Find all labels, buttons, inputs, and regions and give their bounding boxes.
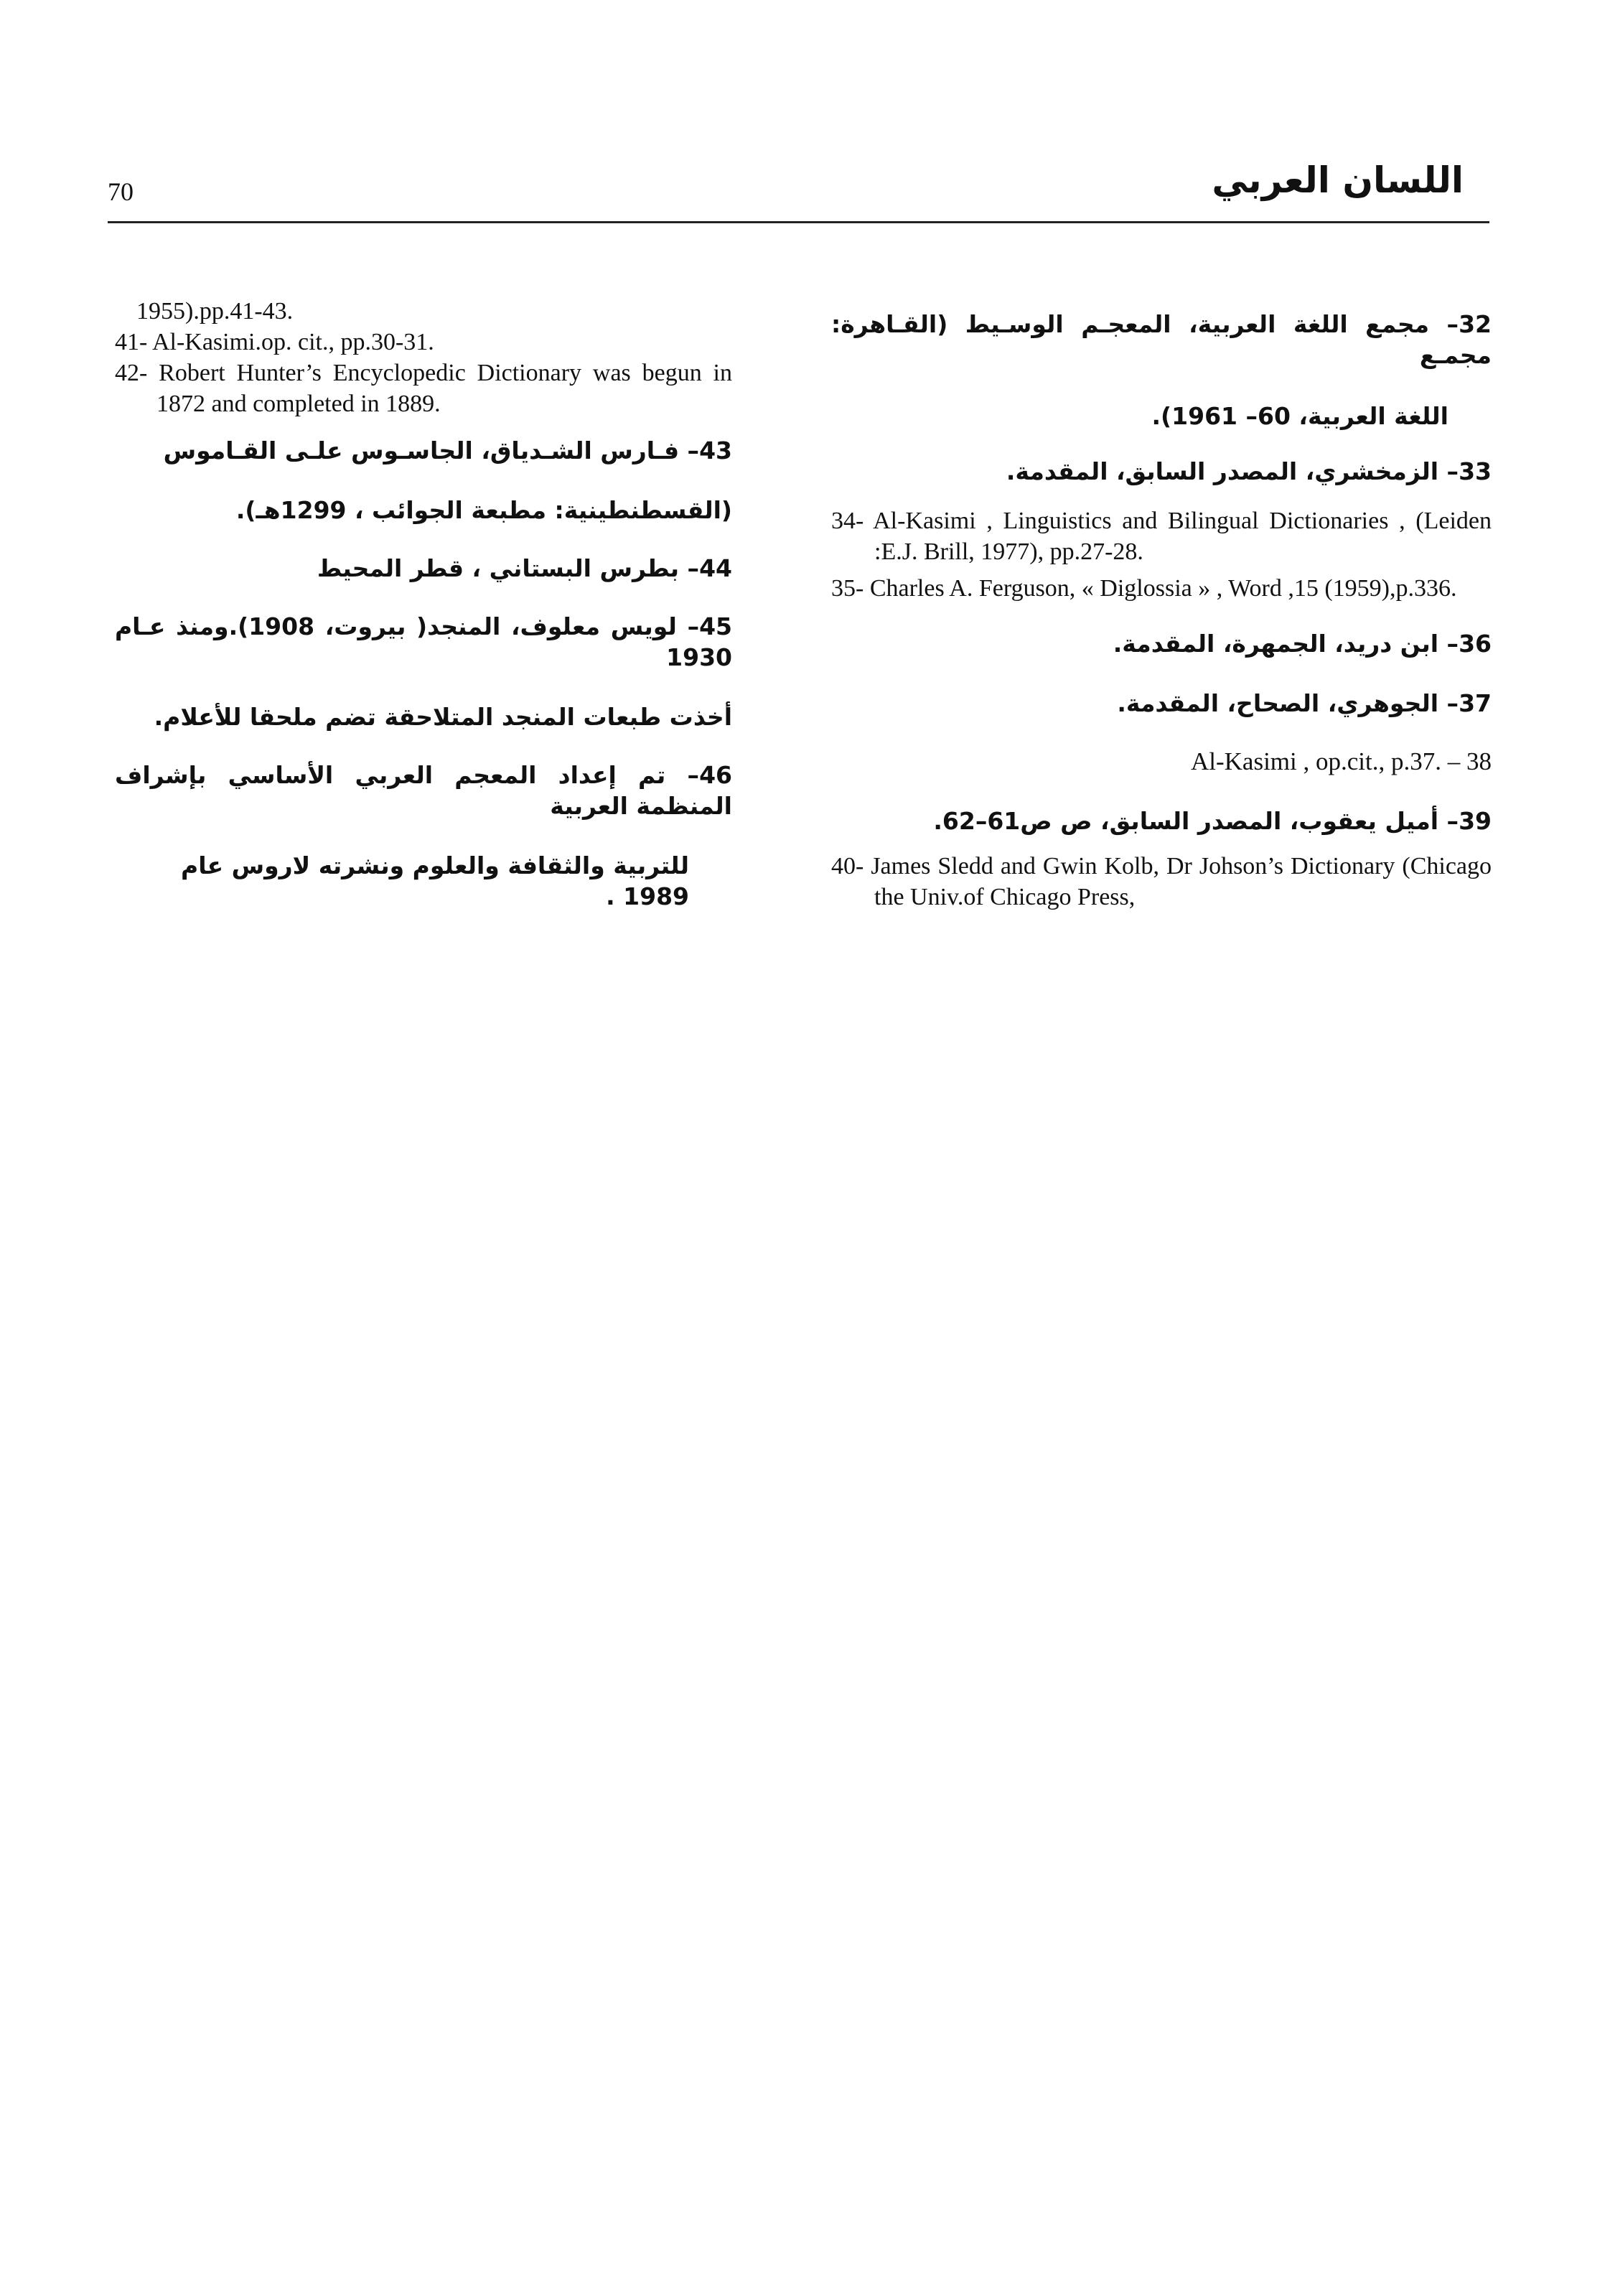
footnote-40-continuation: 1955).pp.41-43. bbox=[136, 298, 294, 325]
footnote-36: 36– ابن دريد، الجمهرة، المقدمة. bbox=[1113, 630, 1492, 658]
footnote-43-line-2: (القسطنطينية: مطبعة الجوائب ، 1299هـ). bbox=[235, 496, 732, 524]
header-divider bbox=[108, 221, 1489, 223]
footnote-43-line-1: 43– فـارس الشـدياق، الجاسـوس علـى القـاموس bbox=[163, 437, 732, 465]
footnote-35: 35- Charles A. Ferguson, « Diglossia » , Word ,15 (1959),p.336. bbox=[831, 575, 1457, 602]
footnote-41: 41- Al-Kasimi.op. cit., pp.30-31. bbox=[115, 329, 434, 355]
journal-title-logo: اللسان العربي bbox=[1212, 159, 1464, 201]
footnote-46-line-1: 46– تم إعداد المعجم العربي الأساسي بإشراف المنظمة العربية bbox=[115, 761, 732, 820]
footnote-46-line-2: للتربية والثقافة والعلوم ونشرته لاروس عام 1989 . bbox=[181, 851, 689, 910]
footnote-37: 37– الجوهري، الصحاح، المقدمة. bbox=[1117, 689, 1492, 717]
footnote-45-line-1: 45– لويس معلوف، المنجد( بيروت، 1908).ومنذ عـام 1930 bbox=[115, 612, 733, 671]
footnote-42: 42- Robert Hunter’s Encyclopedic Dictionary was begun in 1872 and completed in 1889. bbox=[115, 360, 732, 417]
footnote-34: 34- Al-Kasimi , Linguistics and Bilingual Dictionaries , (Leiden :E.J. Brill, 1977), pp.27-28. bbox=[831, 508, 1492, 565]
footnote-33: 33– الزمخشري، المصدر السابق، المقدمة. bbox=[1006, 457, 1492, 485]
footnote-32-line-1: 32– مجمع اللغة العربية، المعجـم الوسـيط (القـاهرة: مجمـع bbox=[831, 310, 1492, 369]
footnote-39: 39– أميل يعقوب، المصدر السابق، ص ص61–62. bbox=[933, 807, 1492, 835]
footnote-32-line-2: اللغة العربية، 60– 1961). bbox=[1151, 402, 1448, 430]
page-number: 70 bbox=[108, 177, 134, 206]
right-column bbox=[831, 309, 1492, 913]
footnote-38: Al-Kasimi , op.cit., p.37. – 38 bbox=[1191, 747, 1492, 775]
footnote-44: 44– بطرس البستاني ، قطر المحيط bbox=[317, 554, 732, 582]
footnote-45-line-2: أخذت طبعات المنجد المتلاحقة تضم ملحقا للأعلام. bbox=[154, 703, 732, 731]
left-column bbox=[115, 296, 732, 912]
footnote-40: 40- James Sledd and Gwin Kolb, Dr Johson’s Dictionary (Chicago the Univ.of Chicago Press, bbox=[831, 853, 1492, 910]
